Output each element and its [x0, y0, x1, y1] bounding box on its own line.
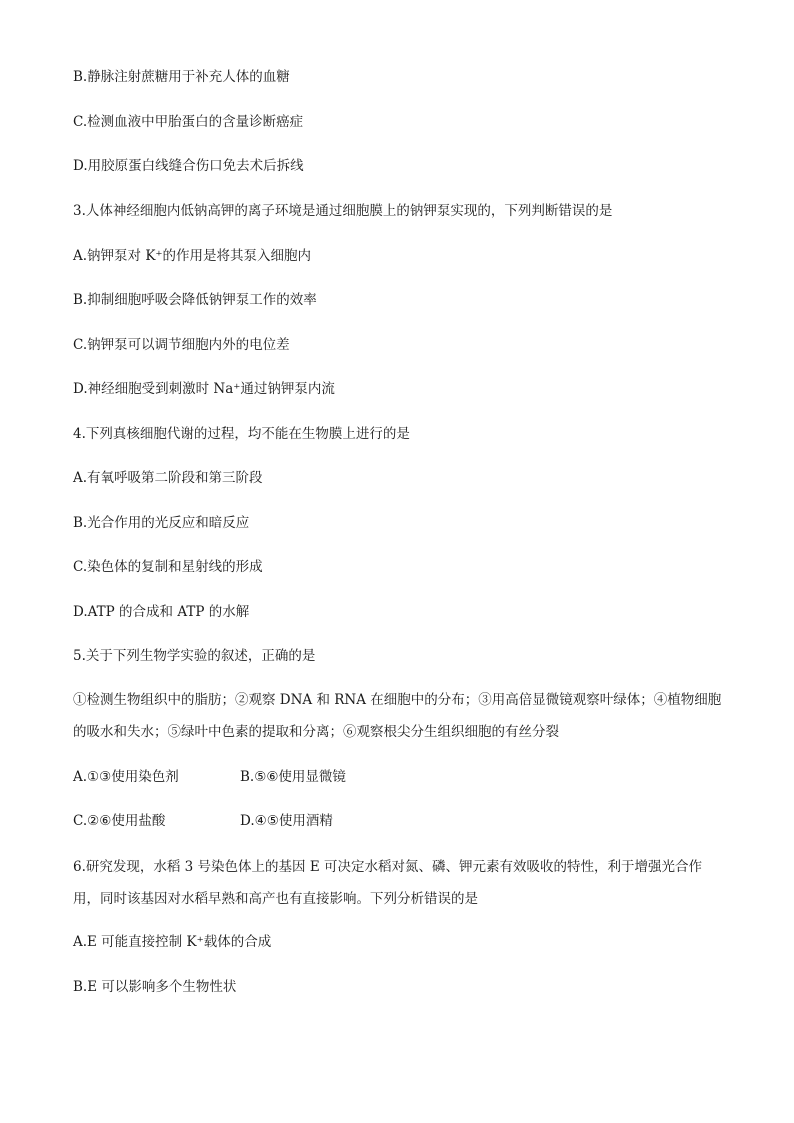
option-q4-c: C.染色体的复制和星射线的形成 — [73, 559, 263, 575]
option-q3-c: C.钠钾泵可以调节细胞内外的电位差 — [73, 337, 290, 353]
question-3: 3.人体神经细胞内低钠高钾的离子环境是通过细胞膜上的钠钾泵实现的，下列判断错误的是 — [73, 203, 613, 219]
option-q4-d: D.ATP 的合成和 ATP 的水解 — [73, 604, 250, 620]
option-q5-b: B.⑤⑥使用显微镜 — [240, 769, 346, 785]
option-q6-a: A.E 可能直接控制 K⁺载体的合成 — [73, 934, 272, 950]
question-4: 4.下列真核细胞代谢的过程，均不能在生物膜上进行的是 — [73, 426, 410, 442]
question-5-items: ①检测生物组织中的脂肪；②观察 DNA 和 RNA 在细胞中的分布；③用高倍显微镜观察叶绿体；④植物细胞的吸水和失水；⑤绿叶中色素的提取和分离；⑥观察根尖分生组织细胞的有丝分裂 — [73, 692, 722, 740]
question-5: 5.关于下列生物学实验的叙述，正确的是 — [73, 648, 316, 664]
option-q3-a: A.钠钾泵对 K⁺的作用是将其泵入细胞内 — [73, 248, 312, 264]
option-q3-d: D.神经细胞受到刺激时 Na⁺通过钠钾泵内流 — [73, 381, 335, 397]
option-q3-b: B.抑制细胞呼吸会降低钠钾泵工作的效率 — [73, 292, 317, 308]
option-q4-a: A.有氧呼吸第二阶段和第三阶段 — [73, 470, 263, 486]
option-q4-b: B.光合作用的光反应和暗反应 — [73, 515, 250, 531]
option-q5-c: C.②⑥使用盐酸 — [73, 813, 166, 829]
option-q2-c: C.检测血液中甲胎蛋白的含量诊断癌症 — [73, 114, 304, 130]
option-q2-b: B.静脉注射蔗糖用于补充人体的血糖 — [73, 69, 290, 85]
option-q5-d: D.④⑤使用酒精 — [240, 813, 333, 829]
option-q2-d: D.用胶原蛋白线缝合伤口免去术后拆线 — [73, 158, 304, 174]
option-q6-b: B.E 可以影响多个生物性状 — [73, 979, 237, 995]
question-6: 6.研究发现，水稻 3 号染色体上的基因 E 可决定水稻对氮、磷、钾元素有效吸收的特性，利于增强光合作用，同时该基因对水稻早熟和高产也有直接影响。下列分析错误的是 — [73, 859, 702, 907]
option-q5-a: A.①③使用染色剂 — [73, 769, 179, 785]
